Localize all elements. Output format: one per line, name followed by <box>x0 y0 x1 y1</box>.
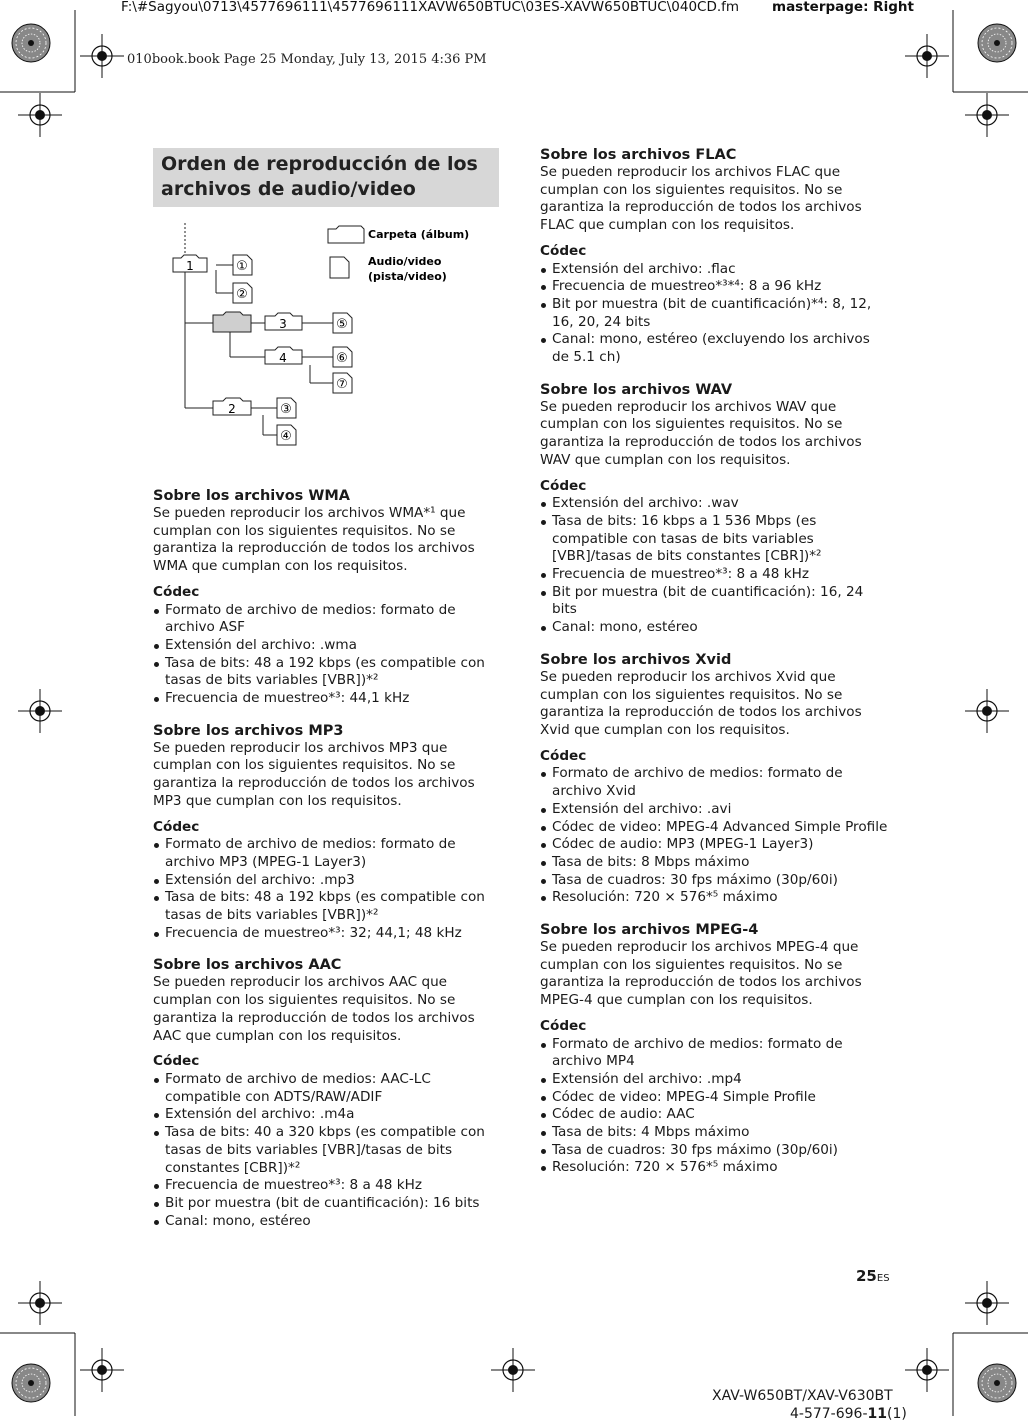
registration-cross-icon <box>18 93 62 137</box>
section-title: Sobre los archivos AAC <box>153 957 342 974</box>
registration-cross-icon <box>965 93 1009 137</box>
spec-item: Formato de archivo de medios: formato de archivo Xvid <box>540 765 888 800</box>
folder-1-label: 1 <box>186 259 194 273</box>
model-number: XAV-W650BT/XAV-V630BT <box>712 1388 893 1404</box>
spec-item: Códec de video: MPEG-4 Simple Profile <box>540 1089 888 1107</box>
spec-item: Extensión del archivo: .wav <box>540 495 888 513</box>
registration-cross-icon <box>80 1348 124 1392</box>
spec-item: Bit por muestra (bit de cuantificación): 16, 24 bits <box>540 584 888 619</box>
folder-2-label: 2 <box>228 402 236 416</box>
book-info: 010book.book Page 25 Monday, July 13, 2015 4:36 PM <box>127 52 487 67</box>
spec-section <box>540 651 888 907</box>
left-column <box>153 487 501 1244</box>
playback-order-diagram <box>153 215 499 465</box>
codec-heading: Códec <box>540 242 587 259</box>
spec-item: Resolución: 720 × 576*⁵ máximo <box>540 1159 888 1177</box>
spec-section <box>153 956 501 1230</box>
section-intro: Se pueden reproducir los archivos MPEG-4 que cumplan con los siguientes requisitos. No se garantiza la reproducción de todos los archivos MPEG-4 que cumplan con los requisitos. <box>540 939 862 1009</box>
spec-section <box>153 487 501 708</box>
spec-item: Tasa de bits: 16 kbps a 1 536 Mbps (es compatible con tasas de bits variables [VBR]/tasas de bits constantes [CBR])*² <box>540 513 888 566</box>
file-1-label: ① <box>236 259 248 274</box>
spec-item: Códec de audio: AAC <box>540 1106 888 1124</box>
section-banner <box>153 148 499 207</box>
registration-wheel-icon <box>978 1364 1016 1402</box>
registration-cross-icon <box>965 1281 1009 1325</box>
registration-wheel-icon <box>12 24 50 62</box>
spec-section <box>153 722 501 943</box>
spec-item: Resolución: 720 × 576*⁵ máximo <box>540 889 888 907</box>
file-3-label: ③ <box>280 402 292 417</box>
spec-item: Tasa de bits: 4 Mbps máximo <box>540 1124 888 1142</box>
spec-item: Canal: mono, estéreo <box>540 619 888 637</box>
document-code: 4-577-696-11(1) <box>790 1406 907 1422</box>
section-title: Sobre los archivos MP3 <box>153 722 344 739</box>
spec-item: Códec de video: MPEG-4 Advanced Simple Profile <box>540 819 888 837</box>
spec-section <box>540 146 888 367</box>
spec-item: Formato de archivo de medios: formato de archivo MP3 (MPEG-1 Layer3) <box>153 836 501 871</box>
codec-heading: Códec <box>153 1053 200 1070</box>
registration-wheel-icon <box>12 1364 50 1402</box>
file-4-label: ④ <box>280 429 292 444</box>
section-intro: Se pueden reproducir los archivos WMA*¹ que cumplan con los siguientes requisitos. No se garantiza la reproducción de todos los archivos WMA que cumplan con los requisitos. <box>153 505 475 575</box>
masterpage-label: masterpage: Right <box>772 0 914 15</box>
registration-wheel-icon <box>978 24 1016 62</box>
codec-heading: Códec <box>540 1017 587 1034</box>
file-6-label: ⑥ <box>336 351 348 366</box>
section-intro: Se pueden reproducir los archivos FLAC que cumplan con los siguientes requisitos. No se garantiza la reproducción de todos los archivos FLAC que cumplan con los requisitos. <box>540 164 862 234</box>
registration-cross-icon <box>905 1348 949 1392</box>
spec-list <box>540 495 888 637</box>
file-5-label: ⑤ <box>336 317 348 332</box>
spec-item: Tasa de cuadros: 30 fps máximo (30p/60i) <box>540 1142 888 1160</box>
spec-list <box>540 1036 888 1178</box>
spec-section <box>540 921 888 1177</box>
spec-section <box>540 381 888 637</box>
spec-item: Bit por muestra (bit de cuantificación): 16 bits <box>153 1195 501 1213</box>
folder-4-label: 4 <box>279 351 287 365</box>
spec-item: Extensión del archivo: .wma <box>153 637 501 655</box>
codec-heading: Códec <box>153 818 200 835</box>
section-title: Sobre los archivos WAV <box>540 381 733 398</box>
spec-item: Frecuencia de muestreo*³: 8 a 48 kHz <box>153 1177 501 1195</box>
spec-list <box>153 602 501 708</box>
spec-list <box>153 836 501 942</box>
file-path-header: F:\#Sagyou\0713\4577696111\4577696111XAVW650BTUC\03ES-XAVW650BTUC\040CD.fm <box>121 0 740 15</box>
registration-cross-icon <box>905 34 949 78</box>
codec-heading: Códec <box>540 477 587 494</box>
spec-item: Bit por muestra (bit de cuantificación)*⁴: 8, 12, 16, 20, 24 bits <box>540 296 888 331</box>
section-title: Sobre los archivos MPEG-4 <box>540 922 759 939</box>
spec-item: Frecuencia de muestreo*³: 44,1 kHz <box>153 690 501 708</box>
legend-file-icon <box>330 257 349 278</box>
spec-item: Formato de archivo de medios: AAC-LC compatible con ADTS/RAW/ADIF <box>153 1071 501 1106</box>
file-2-label: ② <box>236 287 248 302</box>
section-intro: Se pueden reproducir los archivos AAC que cumplan con los siguientes requisitos. No se garantiza la reproducción de todos los archivos AAC que cumplan con los requisitos. <box>153 974 475 1044</box>
spec-item: Formato de archivo de medios: formato de archivo MP4 <box>540 1036 888 1071</box>
spec-item: Canal: mono, estéreo (excluyendo los archivos de 5.1 ch) <box>540 331 888 366</box>
spec-item: Extensión del archivo: .mp3 <box>153 872 501 890</box>
spec-item: Extensión del archivo: .avi <box>540 801 888 819</box>
folder-3-label: 3 <box>279 317 287 331</box>
spec-item: Frecuencia de muestreo*³: 32; 44,1; 48 kHz <box>153 925 501 943</box>
right-column <box>540 146 888 1191</box>
spec-item: Tasa de bits: 48 a 192 kbps (es compatible con tasas de bits variables [VBR])*² <box>153 655 501 690</box>
section-intro: Se pueden reproducir los archivos WAV que cumplan con los siguientes requisitos. No se garantiza la reproducción de todos los archivos WAV que cumplan con los requisitos. <box>540 398 862 468</box>
file-7-label: ⑦ <box>336 377 348 392</box>
registration-cross-icon <box>18 689 62 733</box>
spec-item: Frecuencia de muestreo*³: 8 a 48 kHz <box>540 566 888 584</box>
root-folder-icon <box>213 312 251 332</box>
section-intro: Se pueden reproducir los archivos Xvid que cumplan con los siguientes requisitos. No se garantiza la reproducción de todos los archivos Xvid que cumplan con los requisitos. <box>540 668 862 738</box>
spec-item: Tasa de bits: 40 a 320 kbps (es compatible con tasas de bits variables [VBR]/tasas de bits constantes [CBR])*² <box>153 1124 501 1177</box>
legend-folder-label: Carpeta (álbum) <box>368 228 470 241</box>
section-title: Sobre los archivos FLAC <box>540 147 737 163</box>
registration-cross-icon <box>965 689 1009 733</box>
legend-file-label: Audio/video (pista/video) <box>368 255 447 283</box>
section-title: Sobre los archivos WMA <box>153 488 350 504</box>
spec-item: Extensión del archivo: .flac <box>540 261 888 279</box>
section-intro: Se pueden reproducir los archivos MP3 que cumplan con los siguientes requisitos. No se garantiza la reproducción de todos los archivos MP3 que cumplan con los requisitos. <box>153 739 475 809</box>
spec-item: Extensión del archivo: .m4a <box>153 1106 501 1124</box>
spec-item: Tasa de cuadros: 30 fps máximo (30p/60i) <box>540 872 888 890</box>
spec-list <box>540 765 888 907</box>
spec-item: Frecuencia de muestreo*³*⁴: 8 a 96 kHz <box>540 278 888 296</box>
codec-heading: Códec <box>153 583 200 600</box>
legend-folder-icon <box>328 226 364 243</box>
registration-cross-icon <box>491 1348 535 1392</box>
page-number: 25ES <box>856 1267 890 1285</box>
registration-cross-icon <box>80 34 124 78</box>
spec-item: Canal: mono, estéreo <box>153 1213 501 1231</box>
codec-heading: Códec <box>540 747 587 764</box>
spec-item: Códec de audio: MP3 (MPEG-1 Layer3) <box>540 836 888 854</box>
spec-item: Tasa de bits: 48 a 192 kbps (es compatible con tasas de bits variables [VBR])*² <box>153 889 501 924</box>
registration-cross-icon <box>18 1281 62 1325</box>
spec-list <box>540 261 888 367</box>
spec-item: Tasa de bits: 8 Mbps máximo <box>540 854 888 872</box>
spec-item: Extensión del archivo: .mp4 <box>540 1071 888 1089</box>
banner-title: Orden de reproducción de los archivos de audio/video <box>161 153 478 200</box>
spec-list <box>153 1071 501 1230</box>
spec-item: Formato de archivo de medios: formato de archivo ASF <box>153 602 501 637</box>
section-title: Sobre los archivos Xvid <box>540 651 732 668</box>
